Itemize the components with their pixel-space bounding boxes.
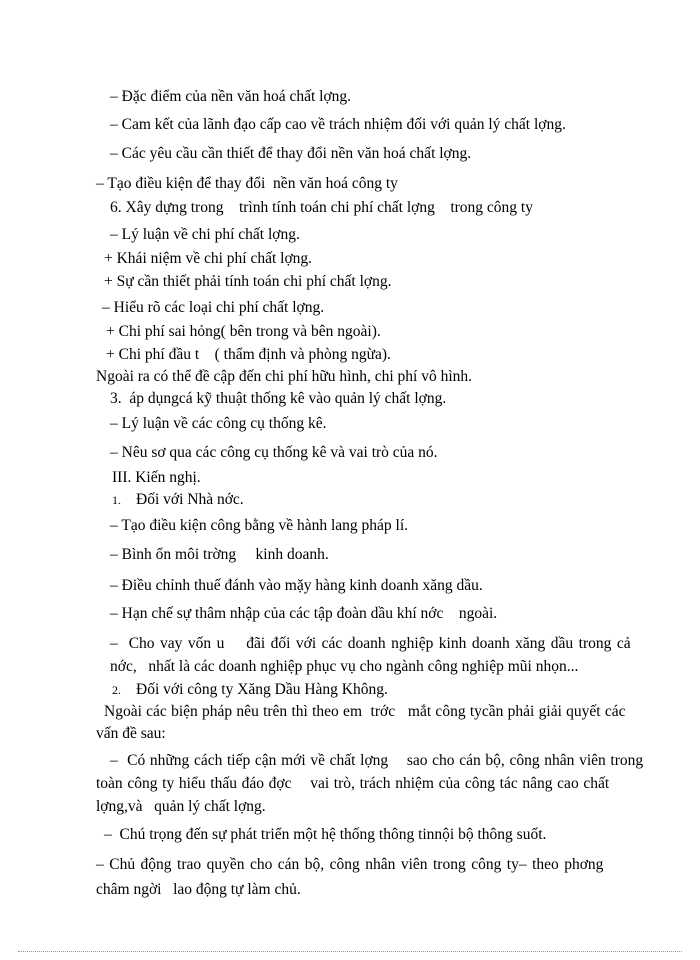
text-line-24: – Có những cách tiếp cận mới về chất lợng sao cho cán bộ, công nhân viên trong [110,752,644,769]
text-line-27: – Chú trọng đến sự phát triển một hệ thống thông tinnội bộ thông suốt. [104,826,547,843]
subsection-heading-2: Đối với công ty Xăng Dầu Hàng Không. [136,681,388,698]
text-line-7: + Khái niệm về chi phí chất lợng. [104,250,313,267]
text-line-26: lợng,và quản lý chất lợng. [96,798,266,815]
text-line-1: – Đặc điểm của nền văn hoá chất lợng. [110,88,352,105]
list-number-1: 1. [112,493,121,507]
text-line-29: châm ngời lao động tự làm chủ. [96,881,301,898]
text-line-6: – Lý luận về chi phí chất lợng. [110,226,300,243]
text-line-12: Ngoài ra có thể đề cập đến chi phí hữu hình, chi phí vô hình. [96,368,473,385]
text-line-16: – Tạo điều kiện công bằng về hành lang pháp lí. [110,517,409,534]
page-footer-divider [18,951,682,952]
list-number-2: 2. [112,683,121,697]
text-line-5: 6. Xây dựng trong trình tính toán chi phí chất lợng trong công ty [110,199,533,216]
text-line-18: – Điều chỉnh thuế đánh vào mặy hàng kinh doanh xăng dầu. [110,577,483,594]
text-line-19: – Hạn chế sự thâm nhập của các tập đoàn dầu khí nớc ngoài. [110,605,498,622]
text-line-17: – Bình ổn môi trờng kinh doanh. [110,546,329,563]
text-line-2: – Cam kết của lãnh đạo cấp cao về trách nhiệm đối với quản lý chất lợng. [110,116,566,133]
text-line-8: + Sự cần thiết phải tính toán chi phí chất lợng. [104,273,392,290]
subsection-heading-1: Đối với Nhà nớc. [136,491,244,508]
text-line-13: 3. áp dụngcá kỹ thuật thống kê vào quản lý chất lợng. [110,390,447,407]
text-line-3: – Các yêu cầu cần thiết để thay đổi nền văn hoá chất lợng. [110,145,472,162]
text-line-28: – Chủ động trao quyền cho cán bộ, công nhân viên trong công ty– theo phơng [96,856,604,873]
text-line-11: + Chi phí đầu t ( thẩm định và phòng ngừa). [106,346,391,363]
text-line-22: Ngoài các biện pháp nêu trên thì theo em trớc mắt công tycần phải giải quyết các [104,703,626,720]
text-line-20: – Cho vay vốn u đãi đối với các doanh nghiệp kinh doanh xăng dầu trong cả [110,635,631,652]
text-line-23: vấn đề sau: [96,725,166,742]
text-line-14: – Lý luận về các công cụ thống kê. [110,415,327,432]
text-line-9: – Hiểu rõ các loại chi phí chất lợng. [102,299,325,316]
text-line-15: – Nêu sơ qua các công cụ thống kê và vai trò của nó. [110,444,438,461]
section-heading: III. Kiến nghị. [112,469,201,486]
text-line-10: + Chi phí sai hỏng( bên trong và bên ngoài). [106,323,381,340]
text-line-4: – Tạo điều kiện để thay đổi nền văn hoá công ty [96,175,398,192]
text-line-21: nớc, nhất là các doanh nghiệp phục vụ cho ngành công nghiệp mũi nhọn... [110,658,579,675]
text-line-25: toàn công ty hiểu thấu đáo đợc vai trò, trách nhiệm của công tác nâng cao chất [96,775,610,792]
